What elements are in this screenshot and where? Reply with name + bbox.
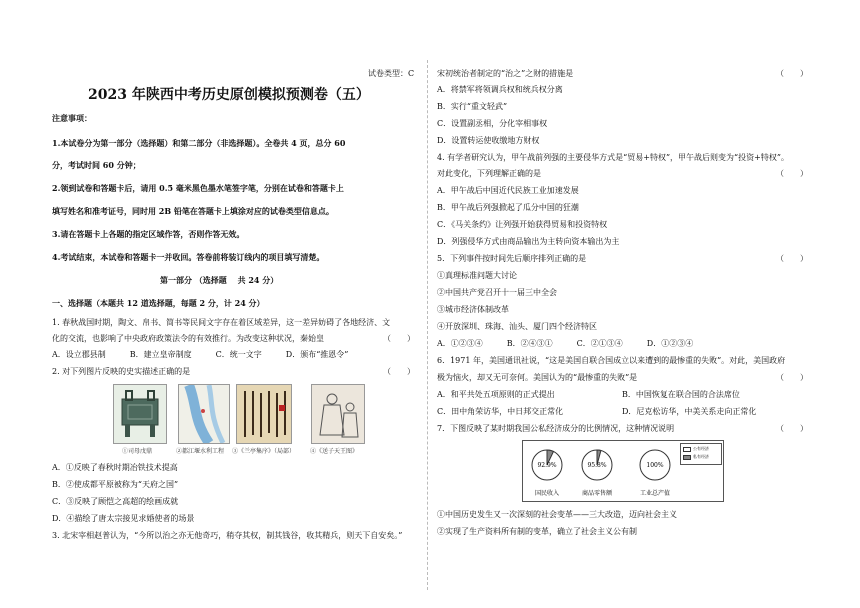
q6-answer-paren: （ ） [776,373,808,382]
pie-1-value-label: 92.9% [537,462,557,469]
q1-options: A．设立郡县制 B．建立皇帝制度 C．统一文字 D．颁布“推恩令” [52,350,349,359]
q5-answer-paren: （ ） [776,254,808,263]
q2-option-d: D．④描绘了唐太宗接见求婚使者的场景 [52,514,195,523]
q1-line2: 化的交流，也影响了中央政府政策法令的有效推行。为改变这种状况，秦始皇 [52,334,324,343]
legend-label-public: 公有经济 [693,446,709,451]
pie-3-category-label: 工业总产值 [639,490,671,497]
q1-answer-paren: （ ） [383,334,415,343]
q6-option-c: C．田中角荣访华，中日邦交正常化 [437,407,564,416]
q4-line2: 对此变化，下列理解正确的是 [437,169,541,178]
caption-1: ①司母戊鼎 [122,448,153,455]
caption-2: ②都江堰水利工程 [176,448,225,455]
column-divider [427,60,428,590]
calligraphy-image [236,384,292,444]
legend-public [683,446,709,452]
q3-option-a: A．将禁军将领调兵权和统兵权分离 [437,85,563,94]
pie-2-value-label: 95.8% [587,462,607,469]
ding-image [113,384,167,444]
q2-option-b: B．②使成都平原被称为“天府之国” [52,480,179,489]
q4-option-c: C．《马关条约》让列强开始获得贸易和投资特权 [437,220,608,229]
section-heading: 一、选择题（本题共 12 道选择题，每题 2 分，计 24 分） [52,298,265,308]
q1-line1: 1. 春秋战国时期，陶文、帛书、简书等民间文字存在着区域差异，这一差异妨碍了各地经济、文 [52,318,391,327]
q5-item-3: ③城市经济体制改革 [437,305,509,314]
q2-answer-paren: （ ） [383,367,415,376]
legend-label-private: 私有经济 [693,454,709,459]
painting-image [311,384,365,444]
q5-options: A．①②③④ B．②④③① C．②①③④ D．①②③④ [437,339,694,348]
q6-option-d: D．尼克松访华，中美关系走向正常化 [622,407,757,416]
note-1a: 1.本试卷分为第一部分（选择题）和第二部分（非选择题）。全卷共 4 页，总分 60 [52,138,346,148]
q5-item-2: ②中国共产党召开十一届三中全会 [437,288,557,297]
q4-line1: 4. 有学者研究认为，甲午战前列强的主要侵华方式是“贸易+特权”，甲午战后则变为“投资+特权”。 [437,153,789,162]
q2-option-c: C．③反映了顾恺之高超的绘画成就 [52,497,179,506]
q5-item-1: ①真理标准问题大讨论 [437,271,517,280]
q3-answer-paren: （ ） [776,69,808,78]
note-4: 4.考试结束，本试卷和答题卡一并收回。答卷前将装订线内的项目填写清楚。 [52,252,325,262]
q4-option-a: A．甲午战后中国近代民族工业加速发展 [437,186,579,195]
q6-line1: 6．1971 年，美国通讯社说，“这是美国自联合国成立以来遭到的最惨重的失败”。对此，美国政府 [437,356,786,365]
caption-4: ④《送子天王图》 [310,448,359,455]
pie-2-category-label: 商品零售额 [581,490,613,497]
q3-option-d: D．设置转运使收缴地方财权 [437,136,540,145]
pie-1-category-label: 国民收入 [534,490,560,497]
dujiangyan-image [178,384,230,444]
q5-item-4: ④开放深圳、珠海、汕头、厦门四个经济特区 [437,322,597,331]
legend-swatch-private [683,455,691,460]
chart-legend [680,443,722,465]
notes-heading: 注意事项： [52,113,92,123]
q6-option-b: B．中国恢复在联合国的合法席位 [622,390,740,399]
q4-option-d: D．列强侵华方式由商品输出为主转向资本输出为主 [437,237,620,246]
q7-answer-paren: （ ） [776,424,808,433]
note-2b: 填写姓名和准考证号，同时用 2B 铅笔在答题卡上填涂对应的试卷类型信息点。 [52,206,334,216]
note-1b: 分，考试时间 60 分钟； [52,160,141,170]
paper-type: 试卷类型：C [368,69,415,78]
q7-option-2: ②实现了生产资料所有制的变革，确立了社会主义公有制 [437,527,637,536]
q7-option-1: ①中国历史发生又一次深刻的社会变革——三大改造，迈向社会主义 [437,510,677,519]
q2-line1: 2. 对下列图片反映的史实描述正确的是 [52,367,191,376]
q4-option-b: B．甲午战后列强掀起了瓜分中国的狂潮 [437,203,579,212]
caption-3: ③《兰亭集序》（局部） [232,448,296,455]
legend-private [683,454,709,460]
legend-swatch-public [683,447,691,452]
q4-answer-paren: （ ） [776,169,808,178]
q7-line1: 7．下图反映了某时期我国公私经济成分的比例情况，这种情况说明 [437,424,675,433]
q6-option-a: A．和平共处五项原则的正式提出 [437,390,555,399]
page-title: 2023 年陕西中考历史原创模拟预测卷（五） [88,87,370,103]
q3-line2: 宋初统治者制定的“治之”之财的措施是 [437,69,574,78]
q6-line2: 极为恼火，却又无可奈何。美国认为的“最惨重的失败”是 [437,373,638,382]
part1-title: 第一部分 （选择题 共 24 分） [160,275,279,285]
q5-line1: 5．下列事件按时间先后顺序排列正确的是 [437,254,587,263]
q2-option-a: A．①反映了春秋时期冶铁技术提高 [52,463,178,472]
q3-option-b: B．实行“重文轻武” [437,102,508,111]
note-2a: 2.领到试卷和答题卡后，请用 0.5 毫米黑色墨水笔签字笔，分别在试卷和答题卡上 [52,183,344,193]
q3-option-c: C．设置副丞相，分化宰相事权 [437,119,548,128]
pie-3-value-label: 100% [646,462,664,469]
note-3: 3.请在答题卡上各题的指定区域作答，否则作答无效。 [52,229,245,239]
q3-line1: 3. 北宋宰相赵普认为，“今所以治之亦无他奇巧，稍夺其权，制其钱谷，收其精兵，则天下自安矣。” [52,531,403,540]
